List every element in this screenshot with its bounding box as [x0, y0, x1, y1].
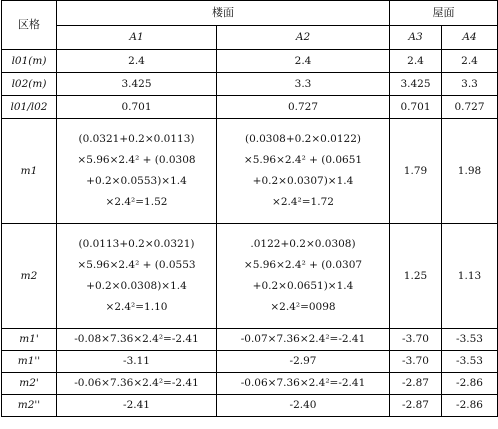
- formula-line: ×5.96×2.4² + (0.0308: [77, 154, 196, 166]
- row-label: m1': [2, 329, 57, 351]
- cell-a3: -3.70: [390, 329, 442, 351]
- formula-line: (0.0113+0.2×0.0321): [78, 238, 195, 250]
- cell-a4: 2.4: [442, 50, 498, 73]
- panel-a2-header: A2: [217, 26, 390, 50]
- cell-a1: -2.41: [57, 395, 217, 417]
- row-label: m1: [2, 119, 57, 224]
- row-label: l01/l02: [2, 96, 57, 119]
- formula-line: ×2.4²=1.52: [105, 196, 168, 208]
- cell-a2: 0.727: [217, 96, 390, 119]
- cell-a2: 3.3: [217, 73, 390, 96]
- row-span-ratio: [2, 96, 498, 119]
- cell-a2-formula: [217, 224, 390, 329]
- cell-a3: 1.25: [390, 224, 442, 329]
- row-m1: [2, 119, 498, 224]
- cell-a4: 1.13: [442, 224, 498, 329]
- cell-a3: 1.79: [390, 119, 442, 224]
- cell-a1: 2.4: [57, 50, 217, 73]
- zone-header: 区格: [2, 1, 57, 50]
- cell-a3: -3.70: [390, 351, 442, 373]
- floor-header: 楼面: [57, 1, 390, 26]
- cell-a4: 0.727: [442, 96, 498, 119]
- row-l01: [2, 50, 498, 73]
- formula-line: (0.0321+0.2×0.0113): [78, 133, 195, 145]
- row-m2: [2, 224, 498, 329]
- row-label: m1'': [2, 351, 57, 373]
- cell-a4: -2.86: [442, 395, 498, 417]
- header-row-zones: [2, 1, 498, 26]
- formula-line: +0.2×0.0308)×1.4: [86, 280, 187, 292]
- cell-a1-formula: [57, 224, 217, 329]
- roof-header: 屋面: [390, 1, 498, 26]
- formula-line: ×2.4²=1.10: [105, 301, 168, 313]
- formula-line: ×2.4²=1.72: [272, 196, 334, 208]
- formula-line: +0.2×0.0307)×1.4: [252, 175, 354, 187]
- row-label: m2'': [2, 395, 57, 417]
- cell-a3: -2.87: [390, 373, 442, 395]
- cell-a1: 0.701: [57, 96, 217, 119]
- cell-a4: -3.53: [442, 351, 498, 373]
- moment-calculation-table: [1, 0, 498, 417]
- cell-a1: -0.06×7.36×2.4²=-2.41: [57, 373, 217, 395]
- formula-line: ×5.96×2.4² + (0.0651: [243, 154, 363, 166]
- cell-a1: -0.08×7.36×2.4²=-2.41: [57, 329, 217, 351]
- row-l02: [2, 73, 498, 96]
- cell-a3: 2.4: [390, 50, 442, 73]
- cell-a1: -3.11: [57, 351, 217, 373]
- formula-line: ×5.96×2.4² + (0.0307: [243, 259, 363, 271]
- formula-line: (0.0308+0.2×0.0122): [245, 133, 361, 145]
- cell-a2: -2.97: [217, 351, 390, 373]
- row-m1-double-prime: [2, 351, 498, 373]
- row-m2-double-prime: [2, 395, 498, 417]
- formula-line: .0122+0.2×0.0308): [250, 238, 356, 250]
- cell-a1: 3.425: [57, 73, 217, 96]
- row-m1-prime: [2, 329, 498, 351]
- row-label: m2': [2, 373, 57, 395]
- cell-a2: -2.40: [217, 395, 390, 417]
- cell-a4: -2.86: [442, 373, 498, 395]
- formula-line: +0.2×0.0651)×1.4: [252, 280, 354, 292]
- cell-a2: -0.07×7.36×2.4²=-2.41: [217, 329, 390, 351]
- cell-a2: 2.4: [217, 50, 390, 73]
- cell-a2-formula: [217, 119, 390, 224]
- formula-line: +0.2×0.0553)×1.4: [86, 175, 187, 187]
- panel-a3-header: A3: [390, 26, 442, 50]
- cell-a2: -0.06×7.36×2.4²=-2.41: [217, 373, 390, 395]
- row-label: l02(m): [2, 73, 57, 96]
- panel-a4-header: A4: [442, 26, 498, 50]
- header-row-panels: [2, 26, 498, 50]
- cell-a4: 1.98: [442, 119, 498, 224]
- cell-a3: -2.87: [390, 395, 442, 417]
- cell-a4: 3.3: [442, 73, 498, 96]
- row-m2-prime: [2, 373, 498, 395]
- formula-line: ×2.4²=0098: [270, 301, 336, 313]
- panel-a1-header: A1: [57, 26, 217, 50]
- formula-line: ×5.96×2.4² + (0.0553: [77, 259, 196, 271]
- row-label: l01(m): [2, 50, 57, 73]
- row-label: m2: [2, 224, 57, 329]
- cell-a3: 0.701: [390, 96, 442, 119]
- cell-a1-formula: [57, 119, 217, 224]
- cell-a4: -3.53: [442, 329, 498, 351]
- cell-a3: 3.425: [390, 73, 442, 96]
